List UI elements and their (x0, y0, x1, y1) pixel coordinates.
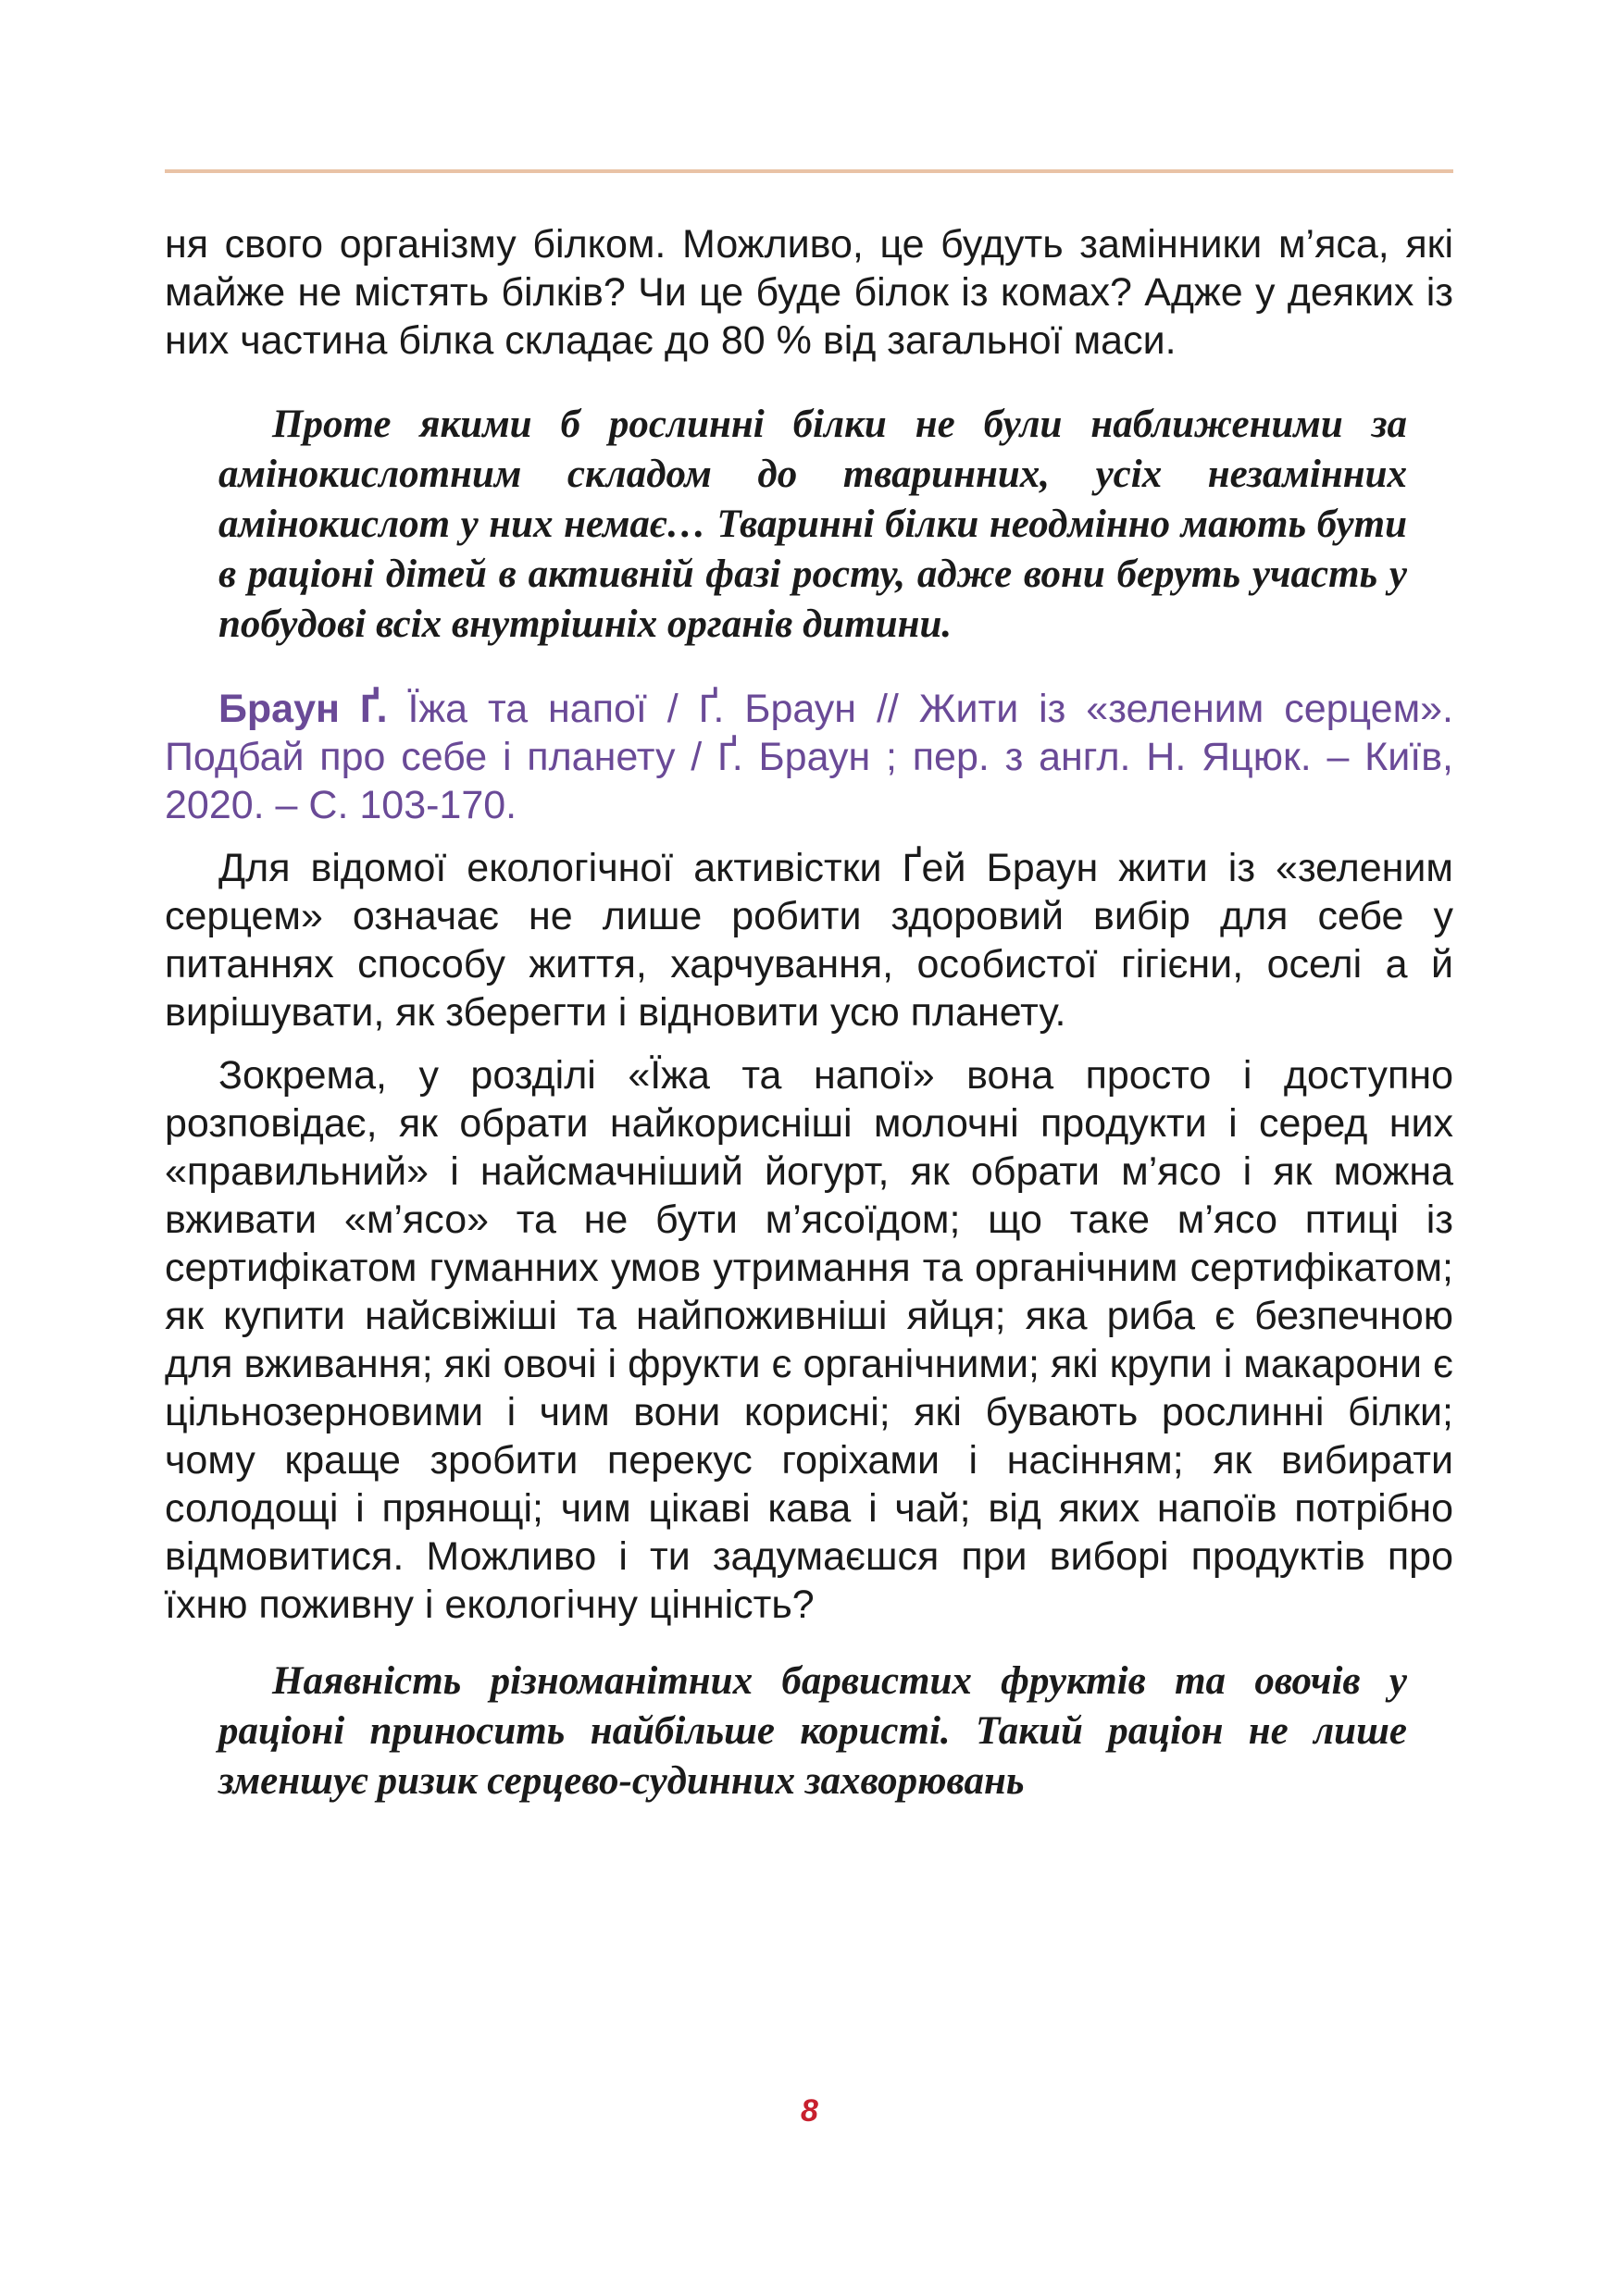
page-number: 8 (801, 2093, 818, 2128)
header-rule (165, 169, 1453, 173)
reference-details: Їжа та напої / Ґ. Браун // Жити із «зеленим серцем». Подбай про себе і планету / Ґ. Браун ; пер. з англ. Н. Яцюк. – Київ, 2020. – С. 103-170. (165, 687, 1454, 827)
page-content (165, 220, 1453, 1806)
paragraph-food-section: Зокрема, у розділі «Їжа та напої» вона просто і доступно розповідає, як обрати найкорисніші молочні продукти і серед них «правильний» і найсмачніший йогурт, як обрати м’ясо і як можна вживати «м’ясо» та не бути м’ясоїдом; що таке м’ясо птиці із сертифікатом гуманних умов утримання та органічним сертифікатом; як купити найсвіжіші та найпоживніші яйця; яка риба є безпечною для вживання; які овочі і фрукти є органічними; які крупи і макарони є цільнозерновими і чим вони корисні; які бувають рослинні білки; чому краще зробити перекус горіхами і насінням; як вибирати солодощі і прянощі; чим цікаві кава і чай; від яких напоїв потрібно відмовитися. Можливо і ти задумаєшся при виборі продуктів про їхню поживну і екологічну цінність? (165, 1053, 1453, 1627)
quote-fruits-vegetables: Наявність різноманітних барвистих фруктів та овочів у раціоні приносить найбільше користі. Такий раціон не лише зменшує ризик серцево-судинних захворювань (218, 1659, 1407, 1803)
quote-plant-proteins: Проте якими б рослинні білки не були наближеними за амінокислотним складом до тваринних, усіх незамінних амінокислот у них немає… Тваринні білки неодмінно мають бути в раціоні дітей в активній фазі росту, адже вони беруть участь у побудові всіх внутрішніх органів дитини. (218, 403, 1407, 646)
reference-author: Браун Ґ. (218, 687, 388, 731)
paragraph-continuation: ня свого організму білком. Можливо, це будуть замінники м’яса, які майже не містять білків? Чи це буде білок із комах? Адже у деяких із них частина білка складає до 80 % від загальної маси. (165, 222, 1453, 363)
paragraph-activist: Для відомої екологічної активістки Ґей Браун жити із «зеленим серцем» означає не лише робити здоровий вибір для себе у питаннях способу життя, харчування, особистої гігієни, оселі а й вирішувати, як зберегти і відновити усю планету. (165, 846, 1453, 1035)
bibliographic-reference (165, 685, 1453, 829)
